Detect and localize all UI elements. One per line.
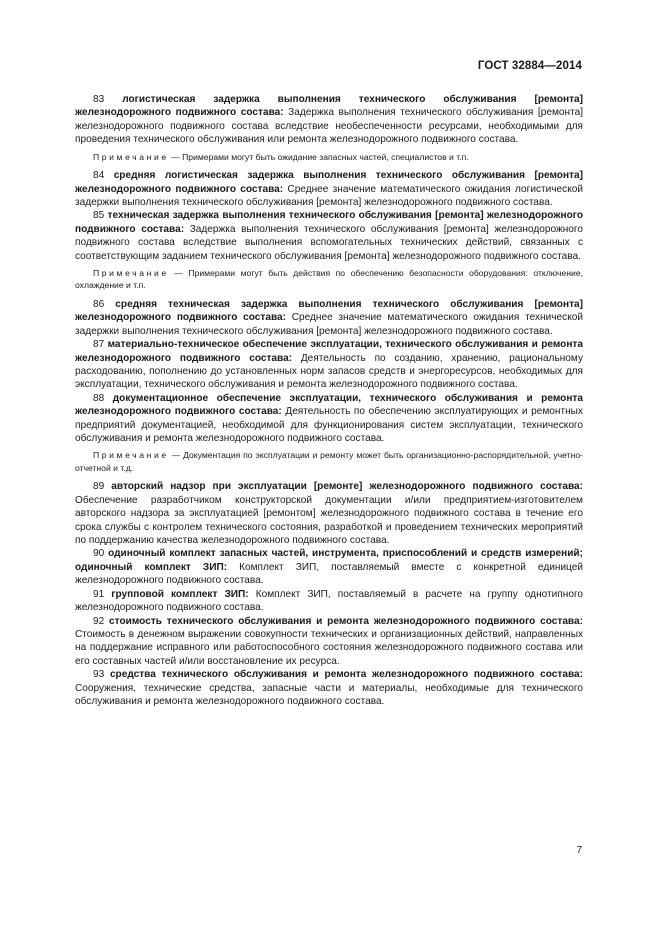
term-entry-92 [75,615,583,669]
term-number: 86 [93,298,105,310]
term-title: стоимость технического обслуживания и ремонта железнодорожного подвижного состава: [109,615,583,627]
term-number: 91 [93,588,105,600]
term-number: 84 [93,170,105,182]
term-entry-87 [75,338,583,392]
note-85 [75,267,583,292]
term-definition: Среднее значение математического ожидания технической задержки выполнения технического обслуживания [ремонта] железнодорожного подвижного состава. [75,312,583,337]
term-title: средства технического обслуживания и ремонта железнодорожного подвижного состава: [109,669,583,681]
term-definition: Обеспечение разработчиком конструкторской документации и/или предприятием-изготовителем авторского надзора за эксплуатацией [ремонтом] железнодорожного подвижного состава в течение его срока службы с контролем технического состояния, разработкой и проведением технических мероприятий по поддержанию качества железнодорожного подвижного состава. [75,494,583,547]
term-number: 93 [93,669,105,681]
document-header: ГОСТ 32884—2014 [477,60,582,72]
term-title: групповой комплект ЗИП: [111,588,249,600]
term-definition: Среднее значение математического ожидания логистической задержки выполнения технического обслуживания [ремонта] железнодорожного подвижного состава. [75,183,583,208]
note-label: Примечание [93,267,169,278]
note-label: Примечание [93,450,169,461]
note-text: — Документация по эксплуатации и ремонту может быть организационно-распорядительной, учетно-отчетной и т.д. [75,450,583,473]
term-entry-86 [75,298,583,338]
term-entry-83 [75,93,583,147]
term-title: техническая задержка выполнения технического обслуживания [ремонта] железнодорожного подвижного состава: [75,210,583,235]
term-definition: Задержка выполнения технического обслуживания [ремонта] железнодорожного подвижного состава вследствие выполнения вспомогательных технических действий, связанных с соответствующим заданием технического обслуживания [ремонта] железнодорожного подвижного состава. [75,223,583,262]
term-entry-84 [75,169,583,209]
term-entry-85 [75,209,583,263]
term-number: 92 [93,615,105,627]
term-title: одиночный комплект запасных частей, инструмента, приспособлений и средств измерений; одиночный комплект ЗИП: [75,548,583,573]
note-text: — Примерами могут быть действия по обеспечению безопасности оборудования: отключение, охлаждение и т.п. [75,267,583,291]
term-number: 85 [93,210,105,222]
note-label: Примечание [93,151,169,162]
term-title: средняя логистическая задержка выполнения технического обслуживания [ремонта] железнодорожного подвижного состава: [75,170,583,195]
note-text: — Примерами могут быть ожидание запасных частей, специалистов и т.п. [171,151,469,162]
term-title: документационное обеспечение эксплуатации, технического обслуживания и ремонта железнодорожного подвижного состава: [75,392,583,418]
term-number: 90 [93,548,105,560]
term-definition: Деятельность по созданию, хранению, рациональному расходованию, пополнению до установленных норм запасов средств и энергоресурсов, необходимых для эксплуатации, технического обслуживания и ремонта железнодорожного подвижного состава. [75,352,583,391]
term-title: авторский надзор при эксплуатации [ремонте] железнодорожного подвижного состава: [111,481,583,493]
term-entry-90 [75,547,583,587]
term-entry-93 [75,668,583,708]
term-title: материально-техническое обеспечение эксплуатации, технического обслуживания и ремонта железнодорожного подвижного состава: [75,339,583,364]
document-body [75,93,583,708]
page-number: 7 [576,845,582,856]
note-83 [75,151,583,164]
term-number: 83 [93,94,105,105]
term-definition: Задержка выполнения технического обслуживания [ремонта] железнодорожного подвижного состава вследствие необеспеченности ресурсами, необходимыми для проведения технического обслуживания или ремонта железнодорожного подвижного состава. [75,107,583,146]
term-definition: Стоимость в денежном выражении совокупности технических и организационных действий, направленных на поддержание исправного или работоспособного состояния железнодорожного подвижного состава или его составных частей и/или восстановление их ресурса. [75,628,583,667]
term-title: средняя техническая задержка выполнения технического обслуживания [ремонта] железнодорожного подвижного состава: [75,298,583,324]
term-title: логистическая задержка выполнения технического обслуживания [ремонта] железнодорожного подвижного состава: [75,94,583,119]
term-definition: Комплект ЗИП, поставляемый в расчете на группу однотипного железнодорожного подвижного состава. [75,588,584,614]
term-definition: Комплект ЗИП, поставляемый вместе с конкретной единицей железнодорожного подвижного состава. [75,561,583,587]
term-definition: Сооружения, технические средства, запасные части и материалы, необходимые для технического обслуживания и ремонта железнодорожного подвижного состава. [75,682,583,707]
term-number: 87 [93,339,105,351]
term-definition: Деятельность по обеспечению эксплуатирующих и ремонтных предприятий документацией, необходимой для функционирования систем эксплуатации, технического обслуживания и ремонта железнодорожного подвижного состава. [75,406,583,445]
term-number: 88 [93,392,105,404]
term-entry-88 [75,392,583,446]
note-88 [75,449,583,474]
term-entry-89 [75,480,583,547]
term-number: 89 [93,481,105,493]
term-entry-91 [75,588,583,615]
